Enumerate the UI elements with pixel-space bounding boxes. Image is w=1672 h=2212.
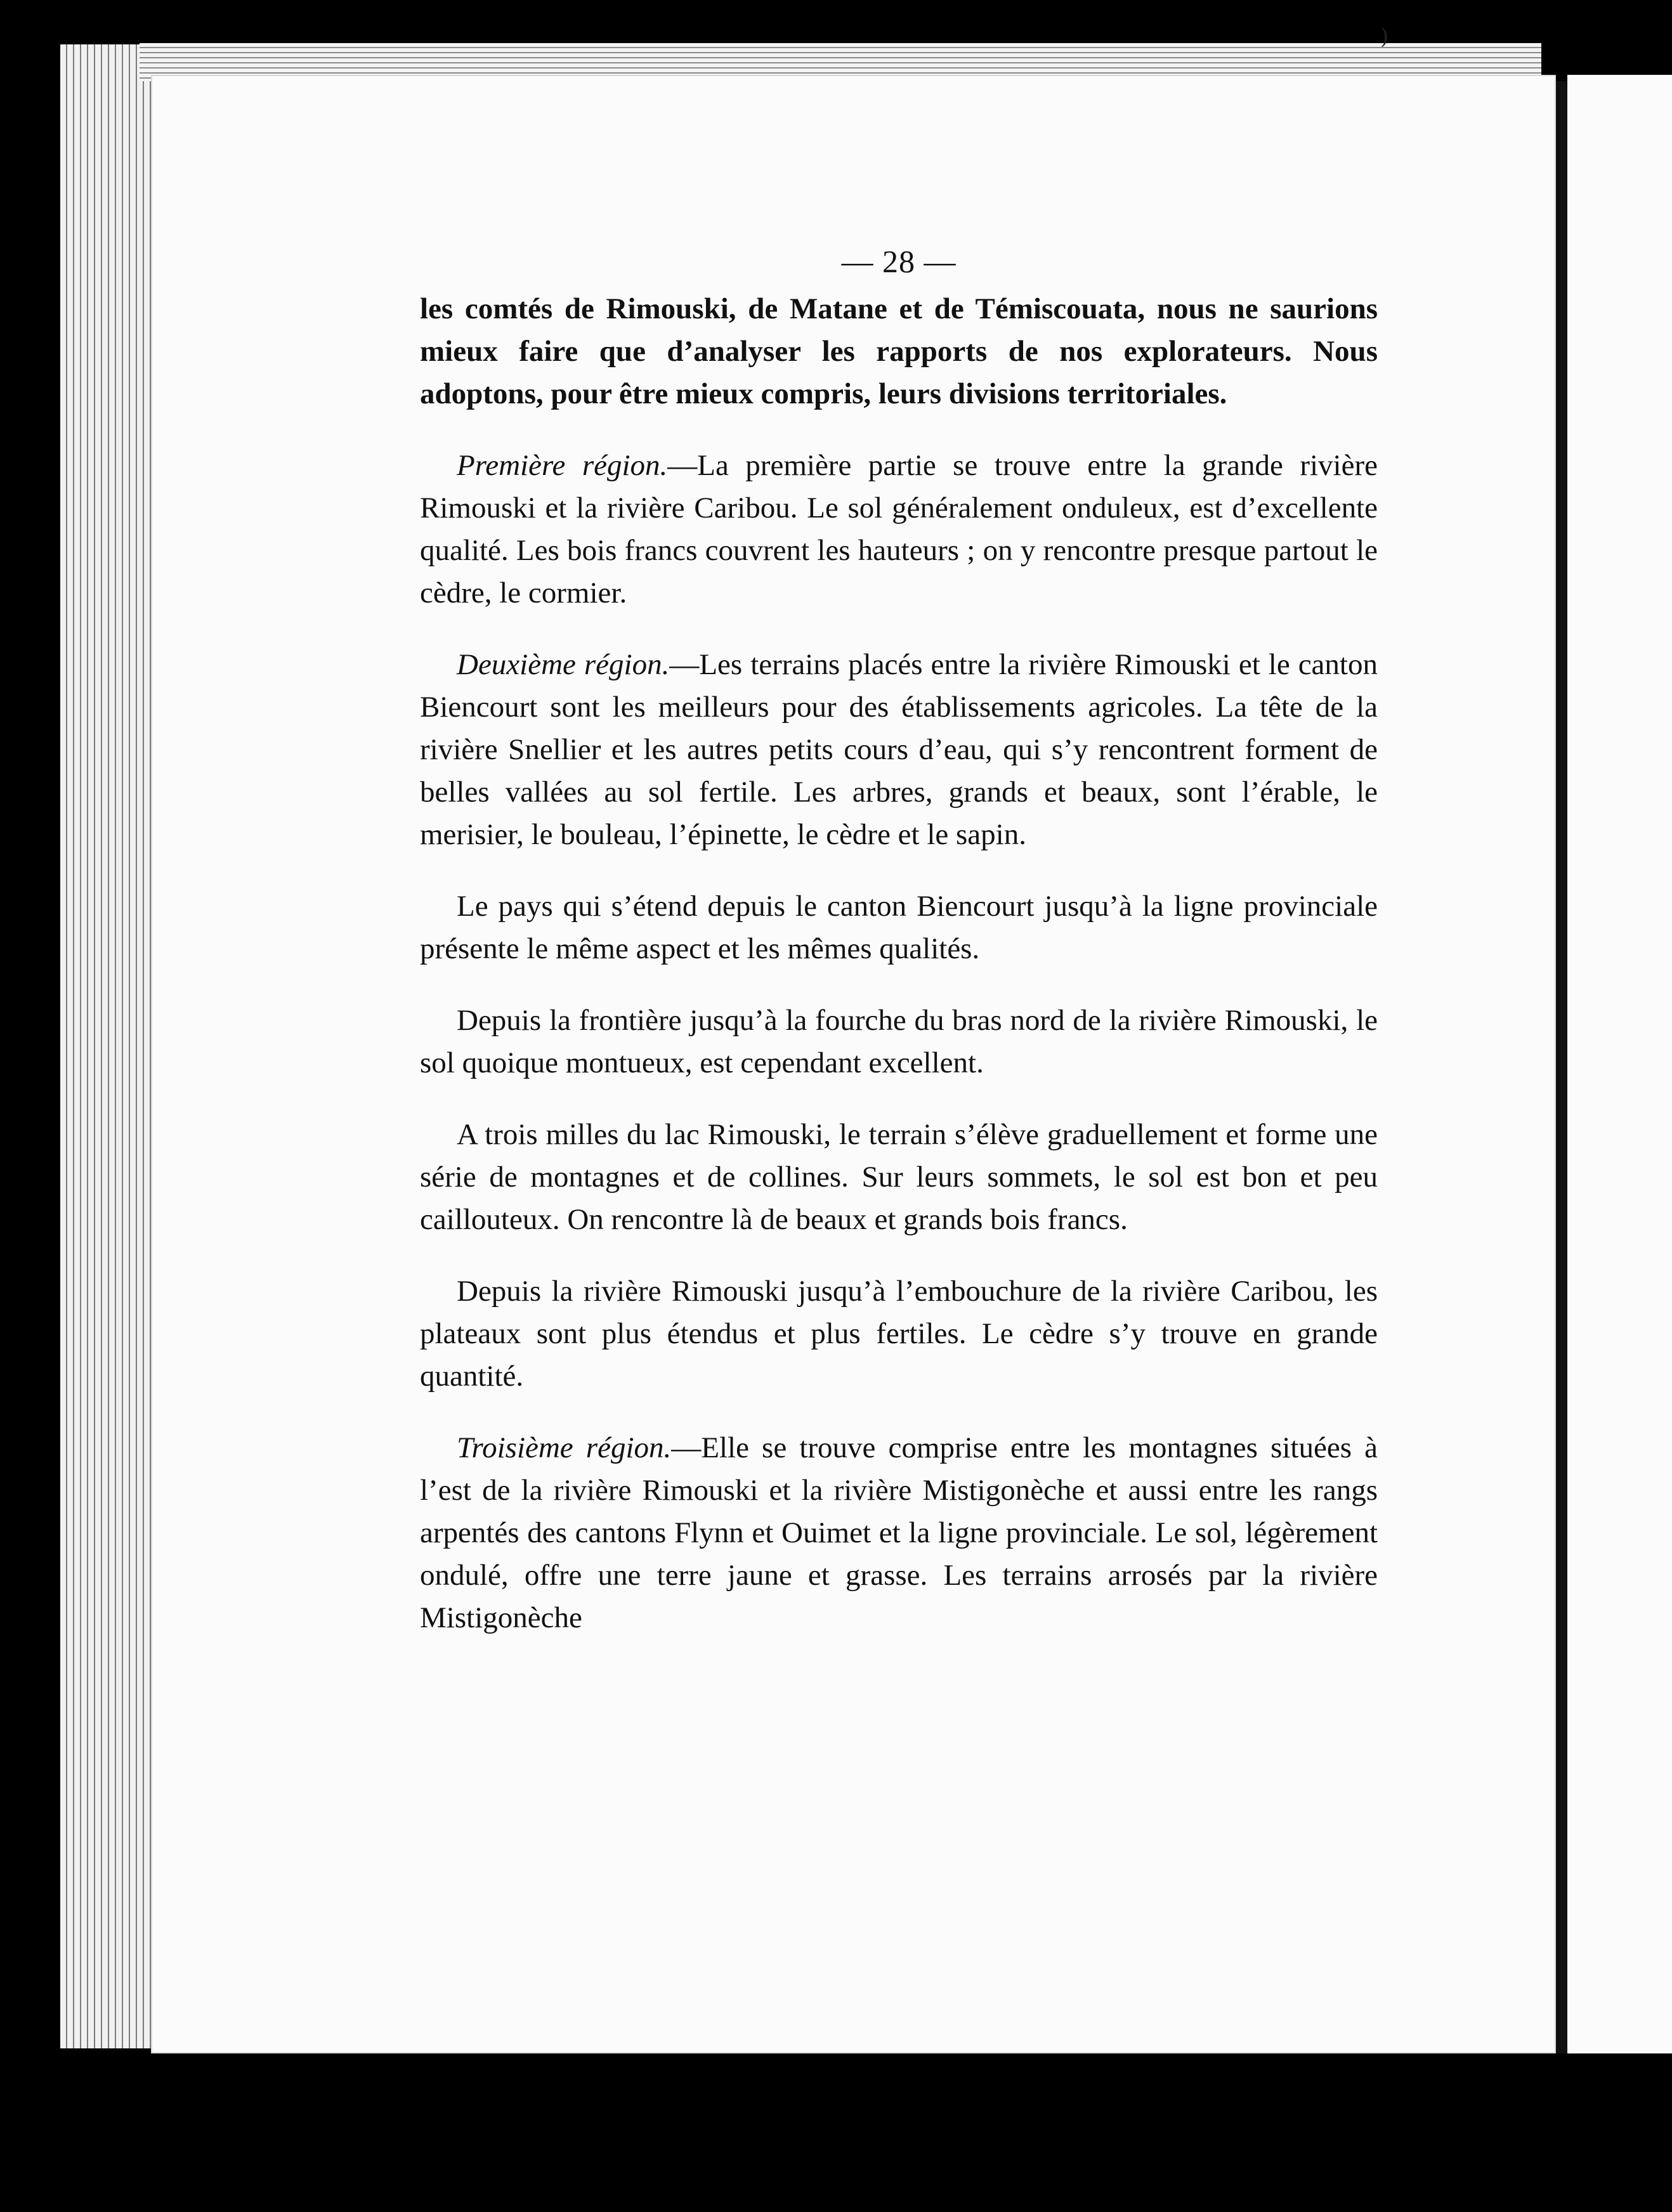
paragraph-pays: Le pays qui s’étend depuis le canton Biencourt jusqu’à la ligne provinciale présente le même aspect et les mêmes qualités. — [420, 890, 1378, 965]
paragraph-troisieme-region — [420, 1427, 1378, 1639]
page-number: — 28 — — [841, 244, 957, 279]
page-text — [420, 241, 1378, 1669]
scan-edge-mark: ) — [1380, 24, 1389, 49]
paragraph-text: —La première partie se trouve entre la grande rivière Rimouski et la rivière Caribou. Le sol généralement onduleux, est d’excellente qualité. Les bois francs couvrent les hauteurs ; on y rencontre presque partout le cèdre, le cormier. — [420, 449, 1378, 609]
paragraph-text: —Les terrains placés entre la rivière Rimouski et le canton Biencourt sont les meilleurs pour des établissements agricoles. La tête de la rivière Snellier et les autres petits cours d’eau, qui s’y rencontrent forment de belles vallées au sol fertile. Les arbres, grands et beaux, sont l’érable, le merisier, le bouleau, l’épinette, le cèdre et le sapin. — [420, 648, 1378, 851]
section-heading: Troisième région. — [457, 1431, 672, 1464]
paragraph-embouchure: Depuis la rivière Rimouski jusqu’à l’embouchure de la rivière Caribou, les plateaux sont plus étendus et plus fertiles. Le cèdre s’y trouve en grande quantité. — [420, 1275, 1378, 1393]
paragraph-opening: les comtés de Rimouski, de Matane et de Témiscouata, nous ne saurions mieux faire que d’analyser les rapports de nos explorateurs. Nous adoptons, pour être mieux compris, leurs divisions territoriales. — [420, 292, 1378, 410]
paragraph-premiere-region — [420, 445, 1378, 615]
paragraph-frontiere: Depuis la frontière jusqu’à la fourche du bras nord de la rivière Rimouski, le sol quoique montueux, est cependant excellent. — [420, 1004, 1378, 1079]
paragraph-deuxieme-region — [420, 644, 1378, 856]
section-heading: Deuxième région. — [457, 648, 670, 681]
paragraph-trois-milles: A trois milles du lac Rimouski, le terrain s’élève graduellement et forme une série de montagnes et de collines. Sur leurs sommets, le sol est bon et peu caillouteux. On rencontre là de beaux et grands bois francs. — [420, 1118, 1378, 1236]
section-heading: Première région. — [457, 449, 668, 482]
paragraph-text: —Elle se trouve comprise entre les montagnes situées à l’est de la rivière Rimouski et la rivière Mistigonèche et aussi entre les rangs arpentés des cantons Flynn et Ouimet et la ligne provinciale. Le sol, légèrement ondulé, offre une terre jaune et grasse. Les terrains arrosés par la rivière Mistigonèche — [420, 1431, 1378, 1634]
stacked-page-edges — [60, 44, 155, 2048]
book-gutter — [1556, 81, 1567, 2053]
facing-page-edge — [1567, 75, 1672, 2053]
